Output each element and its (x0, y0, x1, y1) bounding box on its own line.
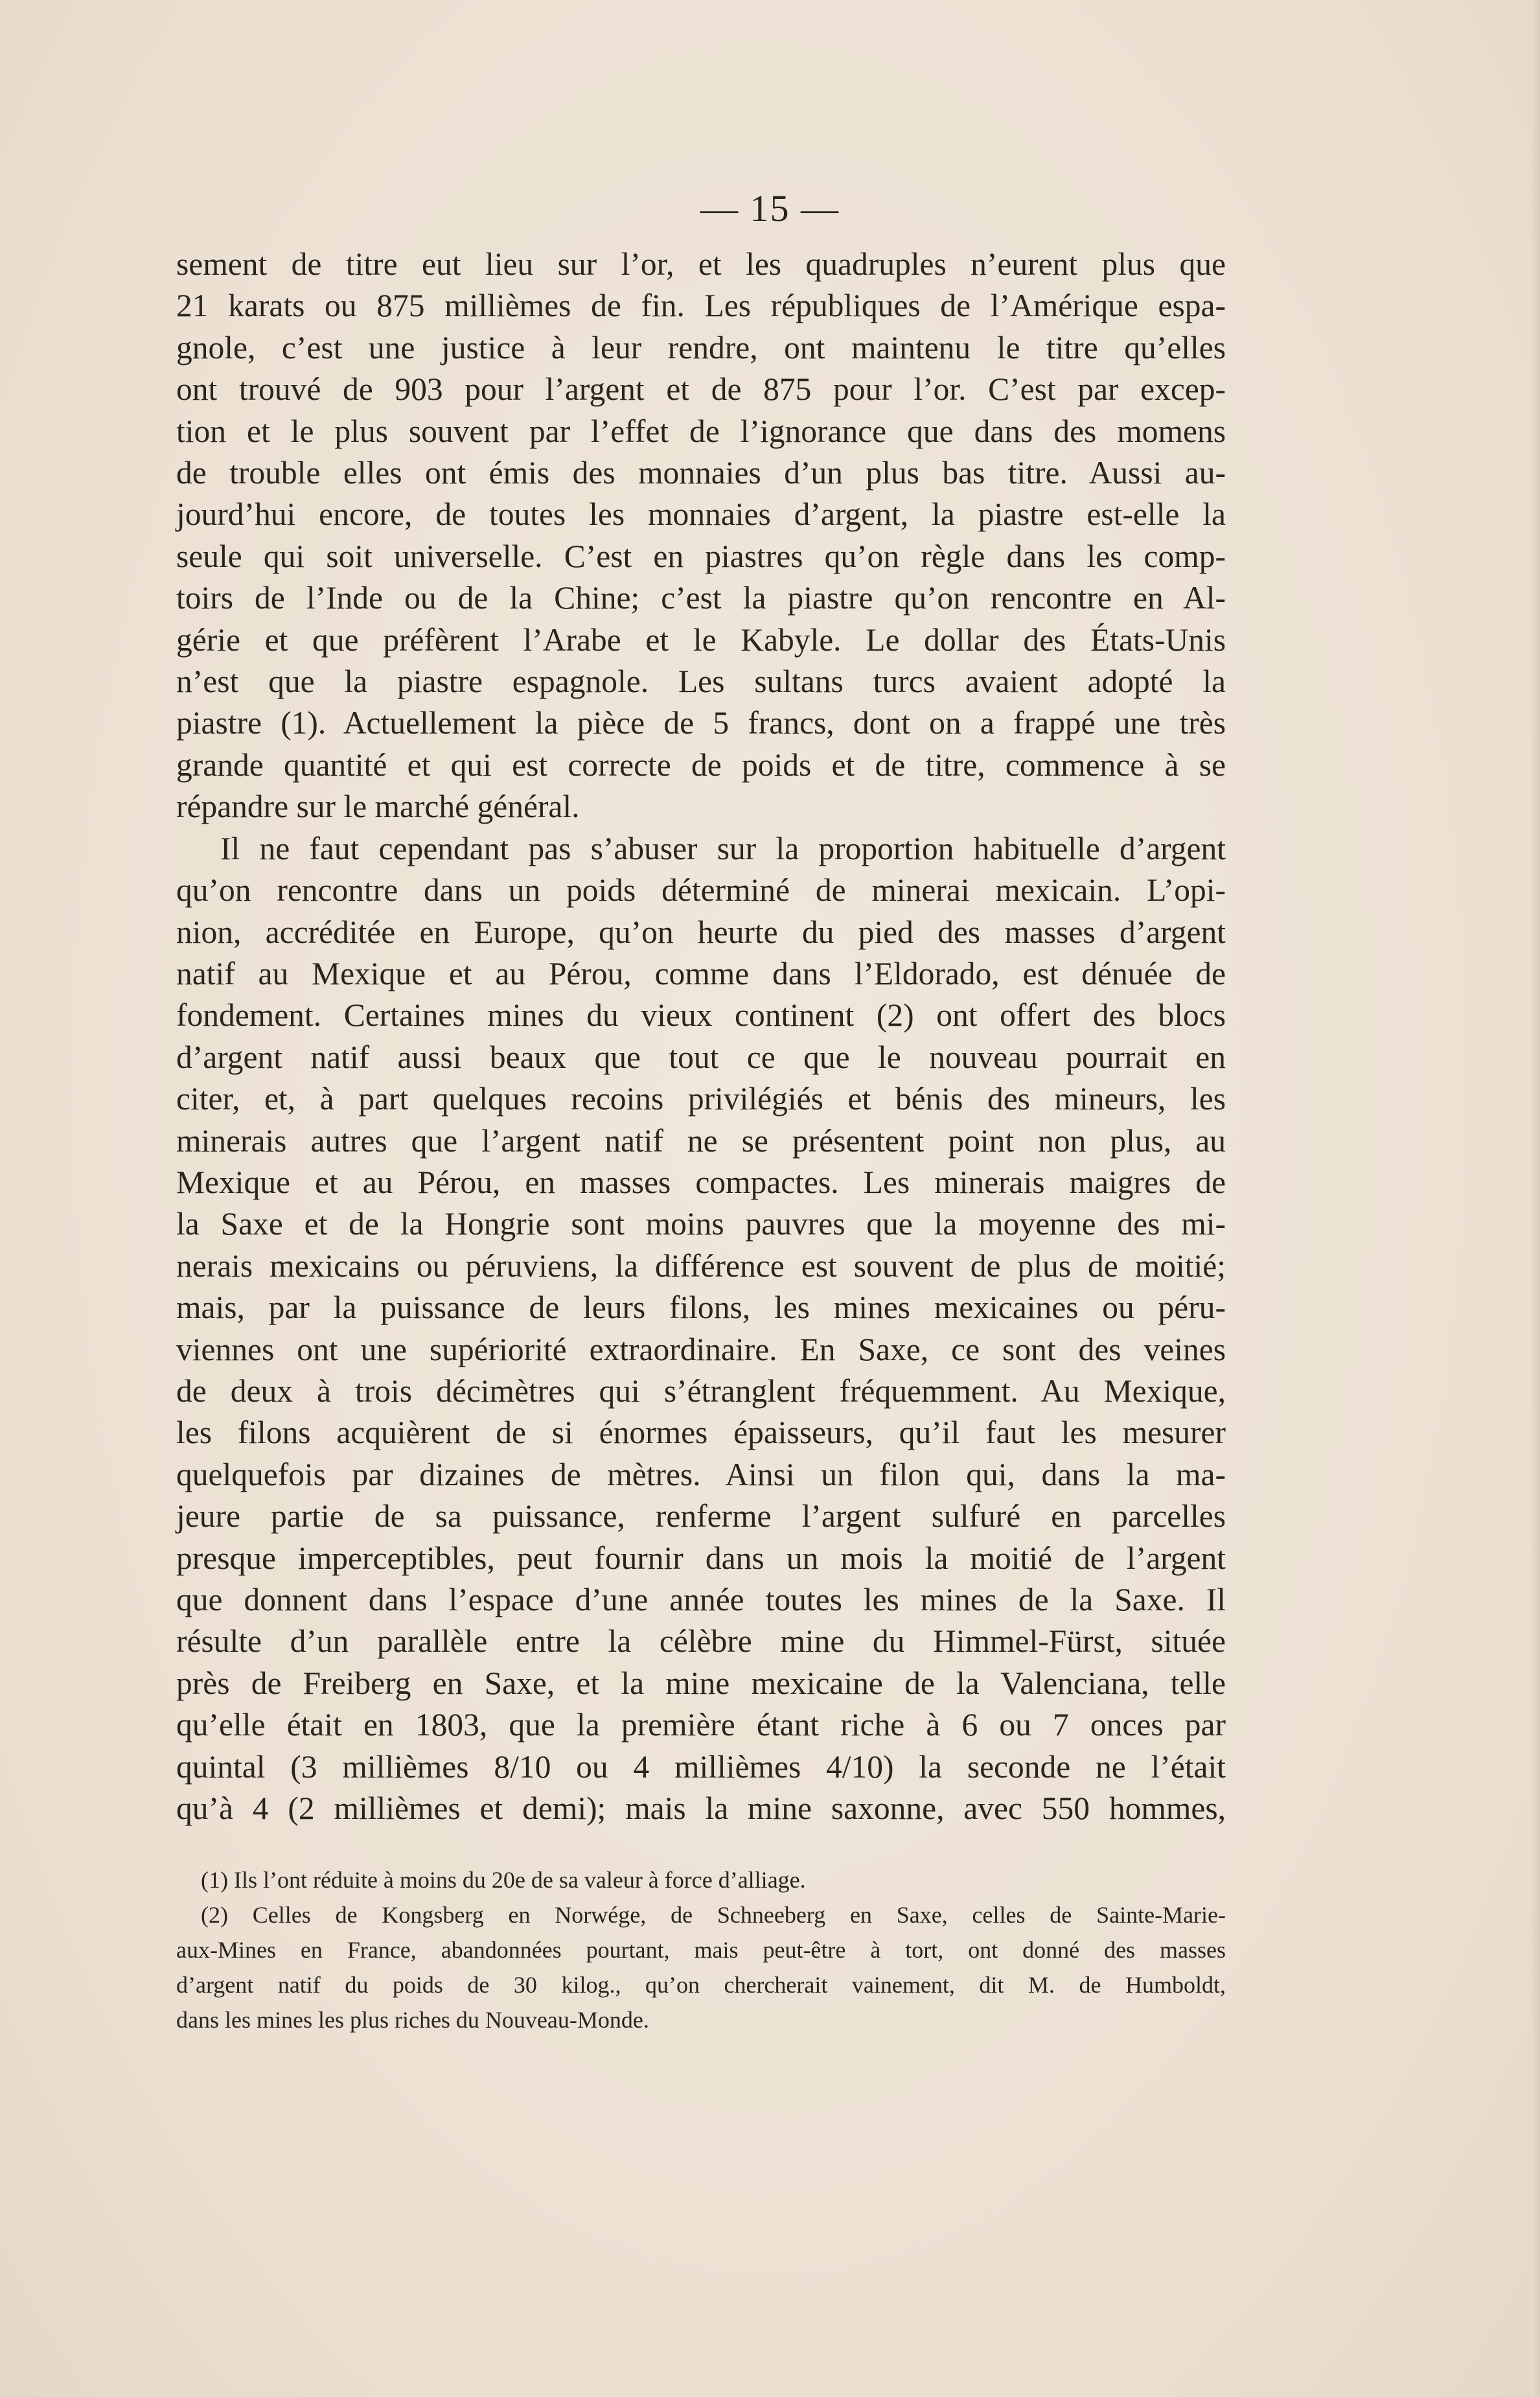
text-line: nerais mexicains ou péruviens, la différence est souvent de plus de moitié; (176, 1247, 1226, 1284)
text-line: n’est que la piastre espagnole. Les sultans turcs avaient adopté la (176, 664, 1226, 700)
footnote-line: dans les mines les plus riches du Nouveau-Monde. (176, 2007, 649, 2033)
text-line: jourd’hui encore, de toutes les monnaies d’argent, la piastre est-elle la (176, 496, 1226, 533)
text-line: répandre sur le marché général. (176, 789, 580, 825)
text-line: près de Freiberg en Saxe, et la mine mexicaine de la Valenciana, telle (176, 1665, 1226, 1701)
footnote-1 (176, 1862, 1226, 1897)
text-line: piastre (1). Actuellement la pièce de 5 francs, dont on a frappé une très (176, 705, 1226, 741)
text-line: résulte d’un parallèle entre la célèbre mine du Himmel-Fürst, située (176, 1623, 1226, 1660)
text-line: gnole, c’est une justice à leur rendre, ont maintenu le titre qu’elles (176, 329, 1226, 365)
text-line: presque imperceptibles, peut fournir dans un mois la moitié de l’argent (176, 1540, 1226, 1576)
text-line: tion et le plus souvent par l’effet de l’ignorance que dans des momens (176, 413, 1226, 449)
text-line: viennes ont une supériorité extraordinaire. En Saxe, ce sont des veines (176, 1331, 1226, 1367)
page-number: — 15 — (700, 187, 840, 229)
body-text (176, 244, 1226, 1829)
footnote-line: (2) Celles de Kongsberg en Norwége, de Schneeberg en Saxe, celles de Sainte-Marie- (201, 1902, 1226, 1928)
footnote-line: aux-Mines en France, abandonnées pourtant, mais peut-être à tort, ont donné des masses (176, 1937, 1226, 1963)
text-line: quelquefois par dizaines de mètres. Ainsi un filon qui, dans la ma- (176, 1456, 1226, 1492)
text-line: citer, et, à part quelques recoins privilégiés et bénis des mineurs, les (176, 1081, 1226, 1117)
text-line: toirs de l’Inde ou de la Chine; c’est la piastre qu’on rencontre en Al- (176, 580, 1226, 616)
text-line: gérie et que préfèrent l’Arabe et le Kabyle. Le dollar des États-Unis (176, 621, 1226, 658)
paragraph-1 (176, 244, 1226, 828)
text-line: jeure partie de sa puissance, renferme l’argent sulfuré en parcelles (176, 1498, 1226, 1534)
text-line: de deux à trois décimètres qui s’étranglent fréquemment. Au Mexique, (176, 1372, 1226, 1409)
text-line: seule qui soit universelle. C’est en piastres qu’on règle dans les comp- (176, 538, 1226, 574)
text-line: minerais autres que l’argent natif ne se présentent point non plus, au (176, 1122, 1226, 1159)
text-line: quintal (3 millièmes 8/10 ou 4 millièmes 4/10) la seconde ne l’était (176, 1748, 1226, 1785)
text-line: d’argent natif aussi beaux que tout ce que le nouveau pourrait en (176, 1039, 1226, 1075)
footnotes (176, 1862, 1226, 2037)
text-line: de trouble elles ont émis des monnaies d’un plus bas titre. Aussi au- (176, 455, 1226, 491)
text-line: Mexique et au Pérou, en masses compactes. Les minerais maigres de (176, 1164, 1226, 1200)
text-line: nion, accréditée en Europe, qu’on heurte du pied des masses d’argent (176, 914, 1226, 950)
text-line: qu’elle était en 1803, que la première étant riche à 6 ou 7 onces par (176, 1707, 1226, 1743)
text-line: mais, par la puissance de leurs filons, les mines mexicaines ou péru- (176, 1290, 1226, 1326)
footnote-2 (176, 1897, 1226, 2037)
text-line: natif au Mexique et au Pérou, comme dans l’Eldorado, est dénuée de (176, 955, 1226, 991)
text-line: 21 karats ou 875 millièmes de fin. Les républiques de l’Amérique espa- (176, 288, 1226, 324)
text-line: qu’à 4 (2 millièmes et demi); mais la mine saxonne, avec 550 hommes, (176, 1790, 1226, 1827)
text-line: fondement. Certaines mines du vieux continent (2) ont offert des blocs (176, 997, 1226, 1034)
text-line: sement de titre eut lieu sur l’or, et les quadruples n’eurent plus que (176, 246, 1226, 282)
text-line: qu’on rencontre dans un poids déterminé de minerai mexicain. L’opi- (176, 872, 1226, 909)
text-line: grande quantité et qui est correcte de poids et de titre, commence à se (176, 747, 1226, 783)
paragraph-2 (176, 828, 1226, 1830)
text-line: que donnent dans l’espace d’une année toutes les mines de la Saxe. Il (176, 1582, 1226, 1617)
footnote-line: d’argent natif du poids de 30 kilog., qu’on chercherait vainement, dit M. de Humboldt, (176, 1972, 1226, 1998)
text-line: ont trouvé de 903 pour l’argent et de 875 pour l’or. C’est par excep- (176, 371, 1226, 408)
footnote-line: (1) Ils l’ont réduite à moins du 20e de sa valeur à force d’alliage. (201, 1867, 806, 1893)
text-line: les filons acquièrent de si énormes épaisseurs, qu’il faut les mesurer (176, 1415, 1226, 1451)
text-line: la Saxe et de la Hongrie sont moins pauvres que la moyenne des mi- (176, 1206, 1226, 1242)
text-line: Il ne faut cependant pas s’abuser sur la proportion habituelle d’argent (220, 830, 1226, 866)
page-edge (1531, 0, 1540, 2397)
